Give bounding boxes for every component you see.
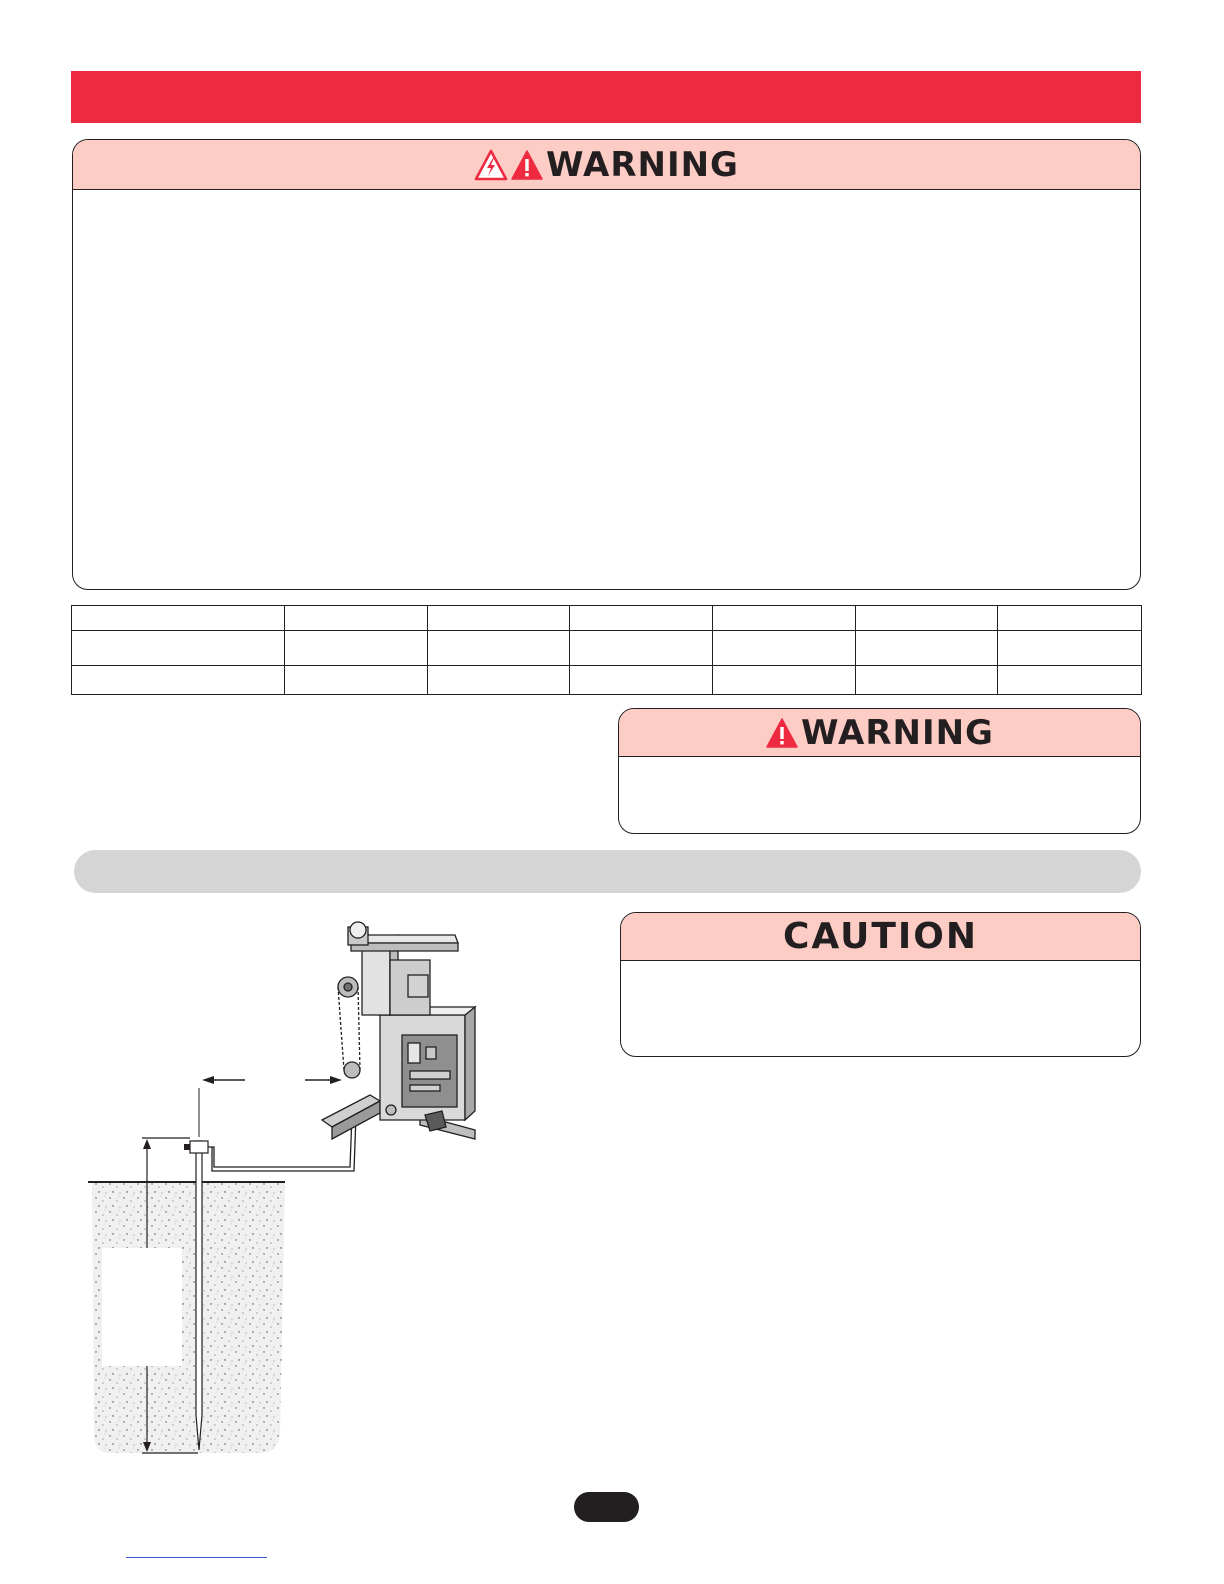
depth-label-area: [102, 1248, 182, 1366]
footer-link[interactable]: [126, 1557, 267, 1558]
caution-title: CAUTION: [782, 916, 979, 957]
soil-cross-section: [88, 1182, 285, 1453]
operator-unit-illustration: [322, 922, 475, 1139]
table-cell: [72, 631, 285, 666]
table-cell: [713, 666, 856, 695]
table-cell: [570, 606, 713, 631]
alert-triangle-icon: [510, 149, 544, 181]
table-cell: [570, 666, 713, 695]
table-cell: [285, 666, 428, 695]
spec-table: [71, 605, 1142, 695]
distance-arrows: [202, 1076, 342, 1084]
table-cell: [72, 666, 285, 695]
electric-shock-icon: [474, 149, 508, 181]
table-row: [72, 666, 1142, 695]
table-cell: [998, 666, 1142, 695]
grounding-illustration: [80, 915, 490, 1460]
table-row: [72, 606, 1142, 631]
section-heading-bar: [74, 850, 1141, 893]
table-cell: [428, 606, 570, 631]
table-cell: [570, 631, 713, 666]
caution-panel: [620, 912, 1141, 1057]
warning-panel-header: [73, 140, 1140, 190]
table-cell: [285, 631, 428, 666]
warning-panel-secondary: [618, 708, 1141, 834]
table-row: [72, 631, 1142, 666]
page-number-badge: [574, 1492, 639, 1522]
ground-clamp: [190, 1141, 208, 1153]
warning-icons: [474, 149, 544, 181]
table-cell: [998, 631, 1142, 666]
warning-title: WARNING: [801, 712, 994, 753]
table-cell: [428, 666, 570, 695]
section-header-band: [71, 71, 1141, 123]
warning-icons: [765, 717, 799, 749]
table-cell: [428, 631, 570, 666]
caution-panel-header: [621, 913, 1140, 961]
grounding-figure: [80, 915, 490, 1460]
warning-panel-main: [72, 139, 1141, 590]
table-cell: [72, 606, 285, 631]
table-cell: [998, 606, 1142, 631]
table-cell: [713, 631, 856, 666]
alert-triangle-icon: [765, 717, 799, 749]
table-cell: [856, 606, 998, 631]
table-cell: [285, 606, 428, 631]
warning-panel-header: [619, 709, 1140, 757]
table-cell: [856, 666, 998, 695]
table-cell: [713, 606, 856, 631]
table-cell: [856, 631, 998, 666]
warning-title: WARNING: [546, 144, 739, 185]
